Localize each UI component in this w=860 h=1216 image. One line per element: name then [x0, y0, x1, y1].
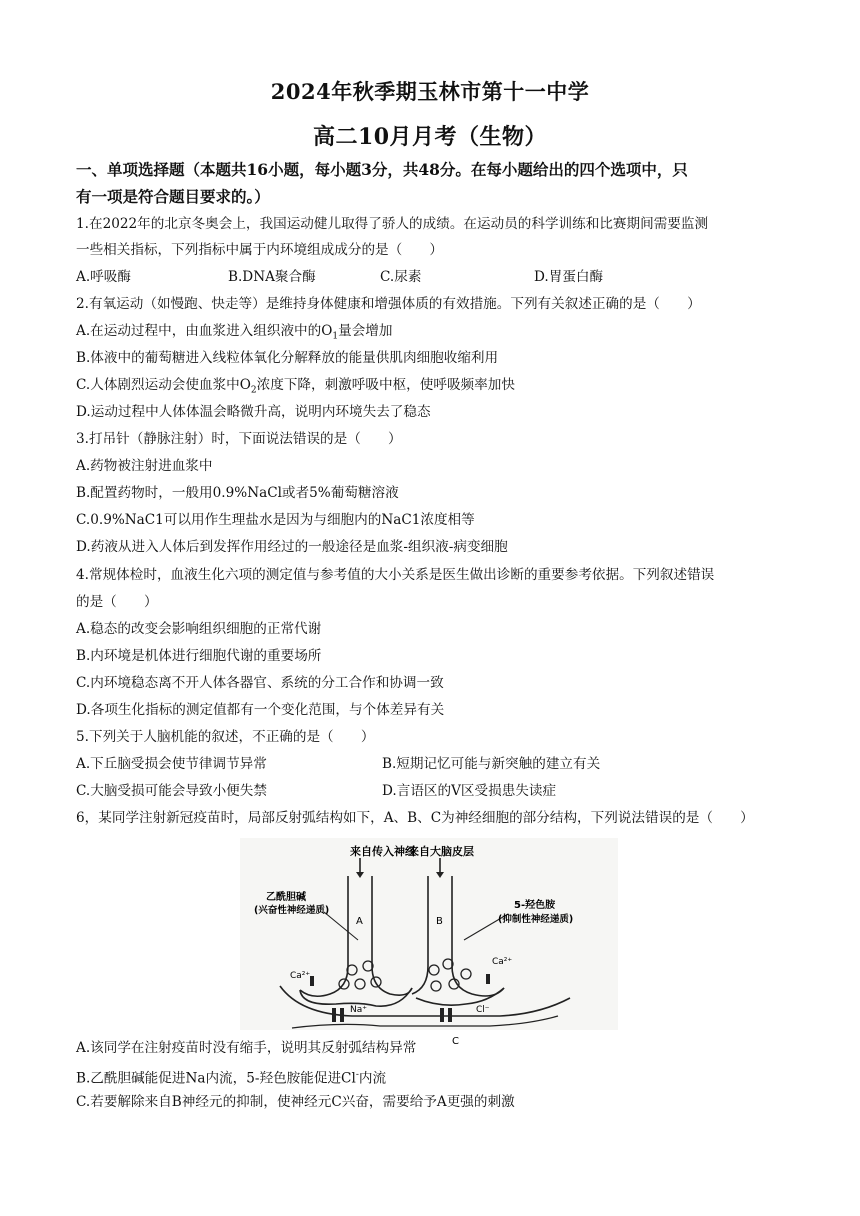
q2-option-b: B.体液中的葡萄糖进入线粒体氧化分解释放的能量供肌肉细胞收缩利用 [76, 350, 499, 366]
q4-option-c: C.内环境稳态离不开人体各器官、系统的分工合作和协调一致 [76, 675, 444, 691]
q5-option-a: A.下丘脑受损会使节律调节异常 [76, 756, 267, 772]
reflex-arc-figure [240, 838, 618, 1047]
label-afferent: 来自传入神经 [350, 845, 416, 858]
section-heading-line1: 一、单项选择题（本题共16小题，每小题3分，共48分。在每小题给出的四个选项中，只 [76, 160, 688, 179]
neuron-b-right-outline [452, 876, 504, 996]
q2-option-a: A.在运动过程中，由血浆进入组织液中的$O_1$量会增加 [76, 323, 393, 342]
label-na: Na⁺ [350, 1005, 367, 1015]
label-5ht-2: (抑制性神经递质) [498, 914, 574, 925]
arrow-cortex-head [436, 872, 444, 878]
label-ca-right: Ca²⁺ [492, 957, 513, 967]
label-c: C [452, 1036, 459, 1047]
q4-option-a: A.稳态的改变会影响组织细胞的正常代谢 [76, 621, 322, 637]
neuron-a-terminal-bottom [300, 988, 412, 1006]
q4-option-b: B.内环境是机体进行细胞代谢的重要场所 [76, 648, 322, 664]
pointer-ach [324, 912, 358, 940]
neuron-c-membrane-bottom [292, 1016, 558, 1028]
q1-option-c: C.尿素 [380, 269, 422, 285]
q3-option-d: D.药液从进入人体后到发挥作用经过的一般途径是血浆-组织液-病变细胞 [76, 539, 508, 555]
label-cortex: 来自大脑皮层 [408, 845, 474, 858]
q5-option-b: B.短期记忆可能与新突触的建立有关 [382, 756, 601, 772]
q2-option-c: C.人体剧烈运动会使血浆中$O_2$浓度下降，刺激呼吸中枢，使呼吸频率加快 [76, 377, 515, 396]
q6-stem: 6，某同学注射新冠疫苗时，局部反射弧结构如下，A、B、C为神经细胞的部分结构，下列说法错误的是（ ） [76, 810, 754, 826]
neuron-b-terminal-bottom [416, 988, 504, 1005]
q6-option-a: A.该同学在注射疫苗时没有缩手，说明其反射弧结构异常 [76, 1040, 417, 1056]
q2-option-d: D.运动过程中人体体温会略微升高，说明内环境失去了稳态 [76, 404, 431, 420]
q4-stem-line2: 的是（ ） [76, 594, 158, 610]
q3-option-c: C.0.9%NaC1可以用作生理盐水是因为与细胞内的NaC1浓度相等 [76, 512, 475, 528]
q3-option-a: A.药物被注射进血浆中 [76, 458, 213, 474]
synapse-diagram [240, 838, 618, 1047]
label-b: B [436, 916, 443, 927]
q5-option-d: D.言语区的V区受损患失读症 [382, 783, 557, 799]
vesicles-b [429, 959, 471, 991]
exam-title: 高二10月月考（生物） [312, 124, 548, 150]
q3-option-b: B.配置药物时，一般用0.9%NaCl或者5%葡萄糖溶液 [76, 485, 399, 501]
label-ca-left: Ca²⁺ [290, 971, 311, 981]
q5-option-c: C.大脑受损可能会导致小便失禁 [76, 783, 267, 799]
label-a: A [356, 916, 363, 927]
vesicles-a [339, 961, 381, 989]
q3-stem: 3.打吊针（静脉注射）时，下面说法错误的是（ ） [76, 431, 402, 447]
q6-option-b: B.乙酰胆碱能促进Na内流，5-羟色胺能促进Cl-内流 [76, 1070, 387, 1087]
q1-option-d: D.胃蛋白酶 [534, 269, 604, 285]
q6-option-c: C.若要解除来自B神经元的抑制，使神经元C兴奋，需要给予A更强的刺激 [76, 1094, 515, 1110]
label-5ht-1: 5-羟色胺 [514, 900, 556, 911]
school-title: 2024年秋季期玉林市第十一中学 [270, 79, 590, 104]
neuron-b-left-outline [412, 876, 428, 994]
arrow-afferent-head [356, 872, 364, 878]
q5-stem: 5.下列关于人脑机能的叙述，不正确的是（ ） [76, 729, 375, 745]
q1-stem-line1: 1.在2022年的北京冬奥会上，我国运动健儿取得了骄人的成绩。在运动员的科学训练和比赛期间需要监测 [76, 216, 709, 232]
q4-option-d: D.各项生化指标的测定值都有一个变化范围，与个体差异有关 [76, 702, 445, 718]
q2-stem: 2.有氧运动（如慢跑、快走等）是维持身体健康和增强体质的有效措施。下列有关叙述正确的是（ ） [76, 296, 701, 312]
label-cl: Cl⁻ [476, 1005, 490, 1015]
q1-option-a: A.呼吸酶 [76, 269, 131, 285]
section-heading-line2: 有一项是符合题目要求的。） [76, 187, 270, 206]
q1-stem-line2: 一些相关指标，下列指标中属于内环境组成成分的是（ ） [76, 242, 444, 258]
q4-stem-line1: 4.常规体检时，血液生化六项的测定值与参考值的大小关系是医生做出诊断的重要参考依据。下列叙述错误 [76, 567, 715, 583]
label-ach-2: (兴奋性神经递质) [254, 905, 330, 916]
label-ach-1: 乙酰胆碱 [266, 892, 306, 903]
q1-option-b: B.DNA聚合酶 [228, 269, 316, 285]
